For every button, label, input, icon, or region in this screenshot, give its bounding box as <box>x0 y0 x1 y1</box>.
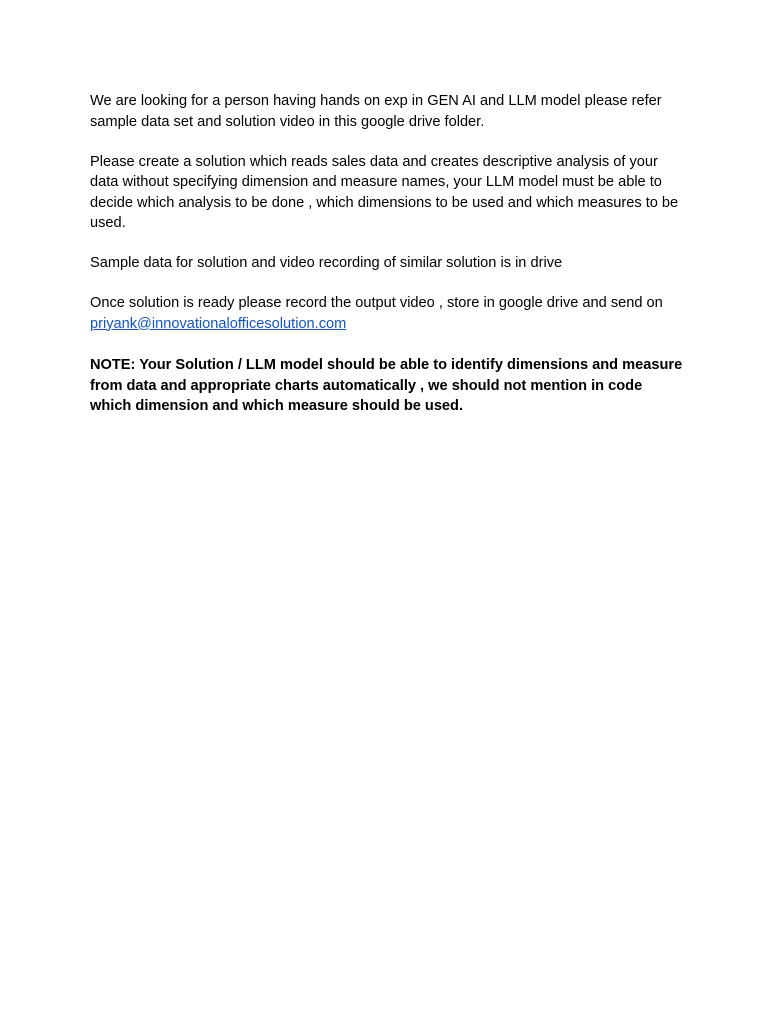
task-paragraph: Please create a solution which reads sales data and creates descriptive analysis of your data without specifying dimension and measure names, your LLM model must be able to decide which analysis to be done , which dimensions to be used and which measures to be used. <box>90 153 679 231</box>
intro-paragraph: We are looking for a person having hands on exp in GEN AI and LLM model please refer sample data set and solution video in this google drive folder. <box>90 93 662 130</box>
note-paragraph: NOTE: Your Solution / LLM model should be able to identify dimensions and measure from data and appropriate charts automatically , we should not mention in code which dimension and which measure should be used. <box>90 357 683 414</box>
sample-data-paragraph: Sample data for solution and video recording of similar solution is in drive <box>90 255 563 271</box>
document-page <box>90 91 686 436</box>
submission-text: Once solution is ready please record the output video , store in google drive and send on <box>90 295 663 311</box>
email-link[interactable]: priyank@innovationalofficesolution.com <box>90 315 347 332</box>
submission-paragraph <box>90 293 686 334</box>
